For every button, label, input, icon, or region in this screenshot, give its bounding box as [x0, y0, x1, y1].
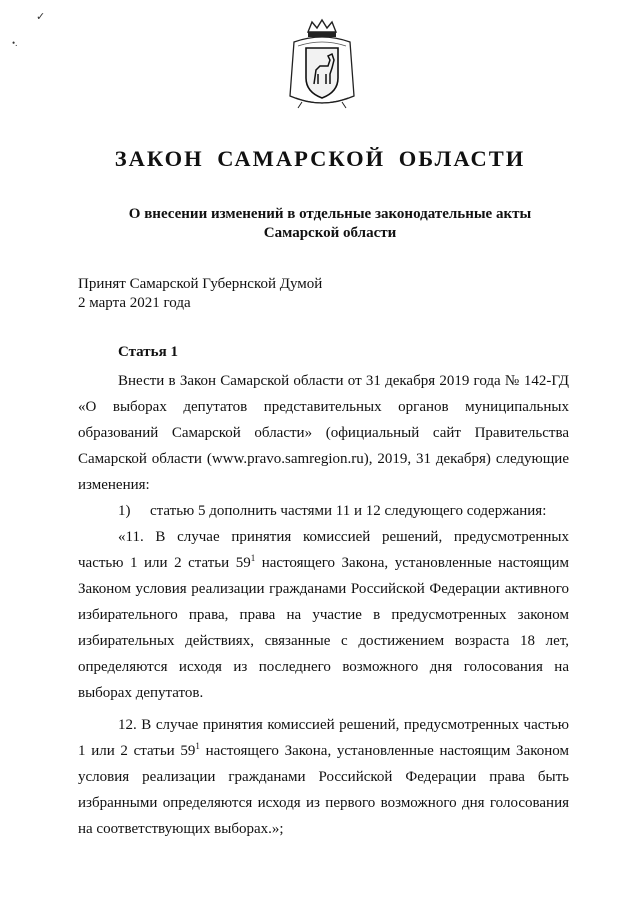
law-subtitle: [80, 205, 580, 243]
article-body: [78, 368, 569, 842]
paragraph-12-start: 12. В случае принятия комиссией решений, предусмотренных частью 1 или 2 статьи 59: [78, 717, 569, 759]
adoption-info: [78, 275, 322, 313]
coat-of-arms-emblem: [284, 18, 360, 110]
article-heading: Статья 1: [118, 344, 178, 360]
law-title: ЗАКОН САМАРСКОЙ ОБЛАСТИ: [114, 146, 526, 171]
paragraph-11-end: настоящего Закона, установленные настоящим Законом условия реализации гражданами Российской Федерации активного избирательного права, права на участие в предусмотренных законом избирательных действиях, связанные с достижением возраста 18 лет, определяются исходя из последнего возможного дня голосования на выборах депутатов.: [78, 555, 570, 701]
subtitle-line-2: Самарской области: [263, 225, 397, 241]
subtitle-line-1: О внесении изменений в отдельные законодательные акты: [128, 206, 532, 222]
scan-mark: •.: [12, 38, 18, 48]
paragraph-11-superscript: 1: [250, 553, 256, 563]
paragraph-11: [78, 524, 569, 706]
article-intro: Внести в Закон Самарской области от 31 декабря 2019 года № 142-ГД «О выборах депутатов представительных органов муниципальных образований Самарской области» (официальный сайт Правительства Самарской области (www.pravo.samregion.ru), 2019, 31 декабря) следующие изменения:: [78, 373, 569, 493]
adoption-body: Принят Самарской Губернской Думой: [78, 276, 323, 292]
item-1-text: статью 5 дополнить частями 11 и 12 следующего содержания:: [150, 503, 547, 519]
paragraph-12-end: настоящего Закона, установленные настоящим Законом условия реализации гражданами Российской Федерации права быть избранными определяются исходя из первого возможного дня голосования на соответствующих выборах.»;: [78, 743, 569, 837]
paragraph-12-superscript: 1: [195, 741, 200, 751]
item-1-number: 1): [118, 503, 131, 519]
adoption-date: 2 марта 2021 года: [78, 295, 191, 311]
paragraph-11-start: «11. В случае принятия комиссией решений, предусмотренных частью 1 или 2 статьи 59: [78, 529, 569, 571]
item-1: [78, 498, 569, 524]
paragraph-12: [78, 712, 569, 842]
handwritten-mark: ✓: [36, 11, 46, 23]
